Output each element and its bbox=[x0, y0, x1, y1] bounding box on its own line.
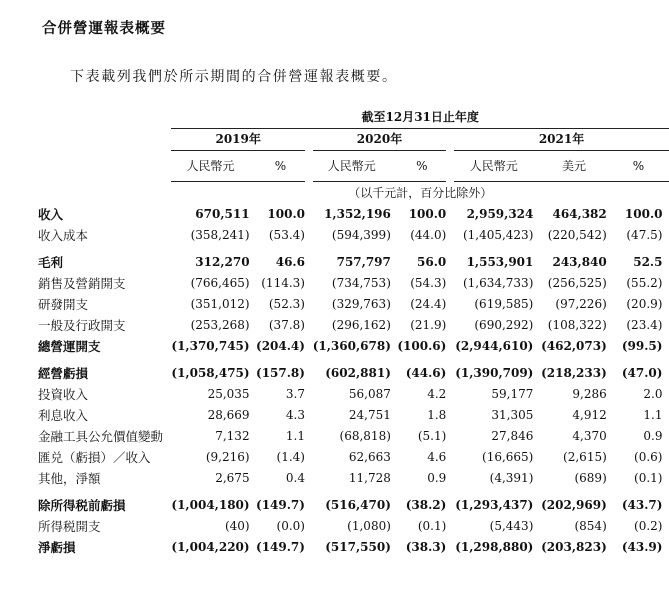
table-row bbox=[38, 426, 669, 447]
row-value: (296,162) bbox=[331, 318, 391, 332]
row-value: (4,391) bbox=[489, 471, 534, 485]
row-value: (157.8) bbox=[256, 366, 305, 380]
row-value: (55.2) bbox=[626, 276, 663, 290]
year-header-2019: 2019年 bbox=[171, 129, 305, 151]
row-value: (594,399) bbox=[331, 228, 391, 242]
row-value: (5.1) bbox=[417, 429, 447, 443]
period-header: 截至12月31日止年度 bbox=[171, 106, 669, 129]
row-value: (0.6) bbox=[634, 450, 663, 464]
row-value: (1,360,678) bbox=[312, 339, 391, 353]
row-value: (203,823) bbox=[541, 540, 607, 554]
row-value: (0.2) bbox=[634, 519, 663, 533]
table-row bbox=[38, 384, 669, 405]
row-value: 4.3 bbox=[285, 408, 305, 422]
row-value: 28,669 bbox=[207, 408, 250, 422]
row-value: (5,443) bbox=[489, 519, 534, 533]
row-value: 2,959,324 bbox=[466, 207, 534, 221]
row-value: (256,525) bbox=[547, 276, 607, 290]
row-label: 研發開支 bbox=[38, 297, 89, 312]
row-value: (220,542) bbox=[547, 228, 607, 242]
row-value: (38.3) bbox=[405, 540, 447, 554]
row-value: (1,370,745) bbox=[171, 339, 250, 353]
row-value: (1,004,180) bbox=[171, 498, 250, 512]
row-value: (114.3) bbox=[261, 276, 305, 290]
row-value: (1,058,475) bbox=[171, 366, 250, 380]
row-value: (38.2) bbox=[405, 498, 447, 512]
row-value: 31,305 bbox=[491, 408, 534, 422]
row-value: 4,370 bbox=[572, 429, 607, 443]
row-value: (516,470) bbox=[325, 498, 391, 512]
row-value: (1,298,880) bbox=[455, 540, 534, 554]
row-value: 7,132 bbox=[215, 429, 250, 443]
row-value: (689) bbox=[574, 471, 607, 485]
row-value: 3.7 bbox=[285, 387, 305, 401]
row-value: (40) bbox=[224, 519, 250, 533]
row-value: (47.0) bbox=[621, 366, 663, 380]
row-value: (0.1) bbox=[417, 519, 447, 533]
row-value: (23.4) bbox=[626, 318, 663, 332]
row-value: 1.1 bbox=[643, 408, 663, 422]
row-value: (358,241) bbox=[190, 228, 250, 242]
row-value: 1.8 bbox=[427, 408, 447, 422]
table-row bbox=[38, 468, 669, 489]
row-value: (20.9) bbox=[626, 297, 663, 311]
row-value: (1,080) bbox=[347, 519, 391, 533]
row-value: 0.9 bbox=[643, 429, 663, 443]
row-label: 匯兑（虧損）／收入 bbox=[38, 450, 151, 465]
row-value: (43.9) bbox=[621, 540, 663, 554]
table-row bbox=[38, 315, 669, 336]
row-value: 0.9 bbox=[427, 471, 447, 485]
row-value: 62,663 bbox=[348, 450, 391, 464]
row-value: 9,286 bbox=[572, 387, 607, 401]
table-row bbox=[38, 363, 669, 384]
row-value: 1.1 bbox=[285, 429, 305, 443]
row-value: (329,763) bbox=[331, 297, 391, 311]
row-value: 757,797 bbox=[336, 255, 391, 269]
row-label: 其他，淨額 bbox=[38, 471, 101, 486]
unit-note: （以千元計，百分比除外） bbox=[348, 185, 493, 200]
row-value: (53.4) bbox=[268, 228, 305, 242]
col-rmb-2020: 人民幣元 bbox=[313, 151, 391, 182]
row-value: (43.7) bbox=[621, 498, 663, 512]
row-label: 所得税開支 bbox=[38, 519, 101, 534]
row-value: (690,292) bbox=[474, 318, 534, 332]
row-value: (2,615) bbox=[563, 450, 607, 464]
row-value: (108,322) bbox=[547, 318, 607, 332]
table-row bbox=[38, 495, 669, 516]
row-value: 2,675 bbox=[215, 471, 250, 485]
row-value: (1.4) bbox=[276, 450, 305, 464]
row-value: (9,216) bbox=[205, 450, 250, 464]
row-value: 100.0 bbox=[408, 207, 447, 221]
row-value: 56,087 bbox=[348, 387, 391, 401]
row-value: 24,751 bbox=[348, 408, 391, 422]
row-value: (99.5) bbox=[621, 339, 663, 353]
row-value: (1,405,423) bbox=[462, 228, 534, 242]
col-usd-2021: 美元 bbox=[541, 151, 607, 182]
row-value: (619,585) bbox=[474, 297, 534, 311]
row-value: (1,390,709) bbox=[455, 366, 534, 380]
row-label: 投資收入 bbox=[38, 387, 89, 402]
table-row bbox=[38, 336, 669, 357]
row-value: 4,912 bbox=[572, 408, 607, 422]
row-value: (202,969) bbox=[541, 498, 607, 512]
row-value: (766,465) bbox=[190, 276, 250, 290]
row-value: (734,753) bbox=[331, 276, 391, 290]
row-value: (218,233) bbox=[541, 366, 607, 380]
row-value: 100.0 bbox=[267, 207, 305, 221]
row-value: 25,035 bbox=[207, 387, 250, 401]
row-value: 1,553,901 bbox=[466, 255, 534, 269]
row-value: (351,012) bbox=[190, 297, 250, 311]
row-value: 46.6 bbox=[275, 255, 305, 269]
row-value: (1,293,437) bbox=[455, 498, 534, 512]
col-rmb-2019: 人民幣元 bbox=[171, 151, 249, 182]
row-label: 毛利 bbox=[38, 255, 64, 270]
year-header-2021: 2021年 bbox=[454, 129, 669, 151]
table-row bbox=[38, 252, 669, 273]
row-value: 4.2 bbox=[427, 387, 447, 401]
row-value: 100.0 bbox=[624, 207, 663, 221]
row-value: (21.9) bbox=[410, 318, 447, 332]
row-label: 收入 bbox=[38, 207, 64, 222]
table-row bbox=[38, 273, 669, 294]
row-value: (47.5) bbox=[626, 228, 663, 242]
row-value: (54.3) bbox=[410, 276, 447, 290]
row-value: 464,382 bbox=[552, 207, 607, 221]
row-label: 淨虧損 bbox=[38, 540, 76, 555]
row-value: 1,352,196 bbox=[324, 207, 391, 221]
year-header-2020: 2020年 bbox=[313, 129, 447, 151]
row-value: (44.6) bbox=[405, 366, 447, 380]
table-row bbox=[38, 537, 669, 558]
row-value: (204.4) bbox=[256, 339, 305, 353]
row-value: (2,944,610) bbox=[455, 339, 534, 353]
row-value: (24.4) bbox=[410, 297, 447, 311]
table-row bbox=[38, 225, 669, 246]
row-label: 經營虧損 bbox=[38, 366, 89, 381]
row-value: (0.1) bbox=[634, 471, 663, 485]
row-value: (517,550) bbox=[325, 540, 391, 554]
row-label: 金融工具公允價值變動 bbox=[38, 429, 164, 444]
row-value: (854) bbox=[574, 519, 607, 533]
row-value: (462,073) bbox=[541, 339, 607, 353]
table-row bbox=[38, 516, 669, 537]
table-row bbox=[38, 405, 669, 426]
row-value: (52.3) bbox=[268, 297, 305, 311]
col-pct-2020: % bbox=[397, 151, 446, 182]
row-value: (149.7) bbox=[256, 498, 305, 512]
row-value: (253,268) bbox=[190, 318, 250, 332]
row-value: (44.0) bbox=[410, 228, 447, 242]
row-value: 2.0 bbox=[643, 387, 663, 401]
row-value: 243,840 bbox=[552, 255, 607, 269]
row-value: (0.0) bbox=[276, 519, 305, 533]
row-value: 59,177 bbox=[491, 387, 534, 401]
col-rmb-2021: 人民幣元 bbox=[454, 151, 533, 182]
row-value: (68,818) bbox=[339, 429, 391, 443]
row-value: (97,226) bbox=[555, 297, 607, 311]
row-value: 52.5 bbox=[633, 255, 663, 269]
section-heading: 合併營運報表概要 bbox=[42, 20, 166, 37]
row-value: (100.6) bbox=[397, 339, 447, 353]
row-label: 收入成本 bbox=[38, 228, 89, 243]
row-label: 銷售及營銷開支 bbox=[38, 276, 126, 291]
row-value: 670,511 bbox=[195, 207, 250, 221]
row-value: (37.8) bbox=[268, 318, 305, 332]
row-value: 312,270 bbox=[195, 255, 250, 269]
table-row bbox=[38, 447, 669, 468]
row-label: 總營運開支 bbox=[38, 339, 101, 354]
row-value: (149.7) bbox=[256, 540, 305, 554]
col-pct-2021: % bbox=[615, 151, 663, 182]
row-value: 11,728 bbox=[348, 471, 391, 485]
row-value: 0.4 bbox=[285, 471, 305, 485]
table-row bbox=[38, 294, 669, 315]
operations-summary-table bbox=[38, 106, 669, 558]
row-value: (1,004,220) bbox=[171, 540, 250, 554]
row-value: 4.6 bbox=[427, 450, 447, 464]
table-row bbox=[38, 204, 669, 225]
col-pct-2019: % bbox=[256, 151, 305, 182]
row-label: 除所得税前虧損 bbox=[38, 498, 126, 513]
row-label: 利息收入 bbox=[38, 408, 89, 423]
row-label: 一般及行政開支 bbox=[38, 318, 126, 333]
row-value: (16,665) bbox=[482, 450, 534, 464]
row-value: 27,846 bbox=[491, 429, 534, 443]
row-value: 56.0 bbox=[417, 255, 447, 269]
row-value: (602,881) bbox=[325, 366, 391, 380]
row-value: (1,634,733) bbox=[462, 276, 534, 290]
intro-paragraph: 下表載列我們於所示期間的合併營運報表概要。 bbox=[70, 69, 398, 85]
